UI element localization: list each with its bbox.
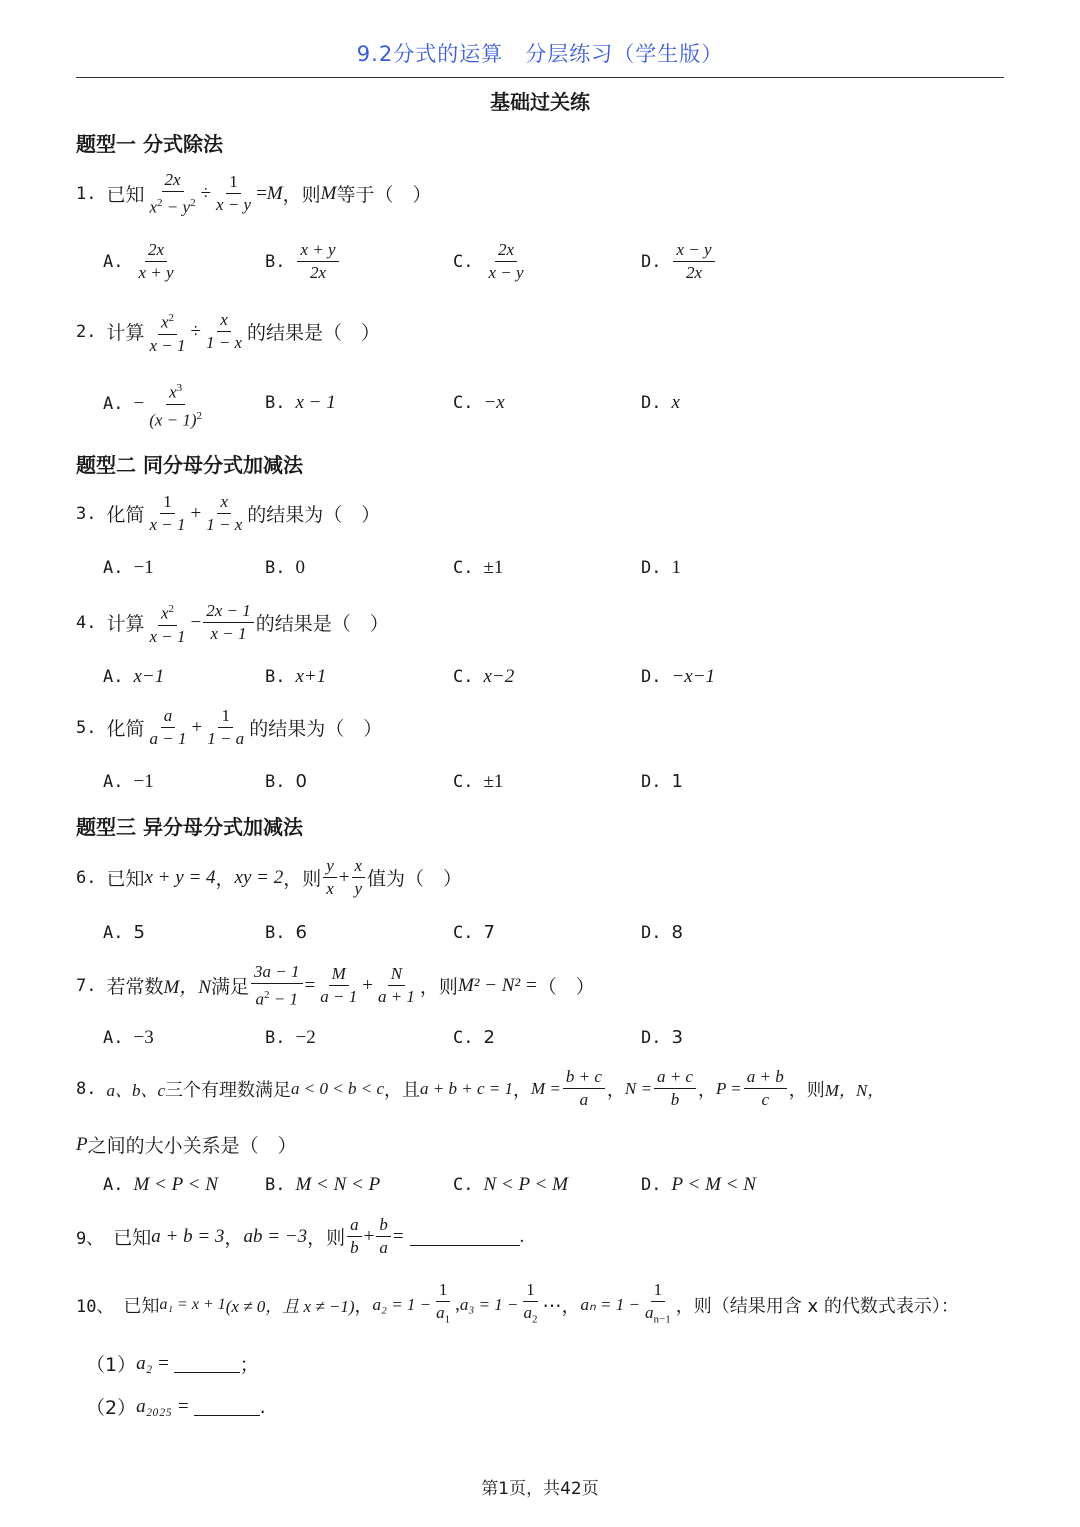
fraction: $\frac{M}{a - 1}$ <box>320 964 358 1007</box>
option-c[interactable]: C. 2 <box>453 1027 495 1048</box>
option-a[interactable]: A. −1 <box>103 557 154 578</box>
fraction: $\frac{y}{x}$ <box>323 856 337 899</box>
type-heading-3: 题型三 异分母分式加减法 <box>76 815 303 839</box>
question-10-part-1: （1） a₂ = ； <box>86 1352 259 1376</box>
option-c[interactable]: C. −x <box>453 392 505 413</box>
question-text: 等于（ ） <box>336 184 432 207</box>
question-10: 10、 已知 a₁ = x + 1 (x ≠ 0，且 x ≠ −1) ， a₂ = 1 − $\frac{1}{a_1}$ , a₃ = 1 − $\frac{1}{a_2}$ ⋯， aₙ = 1 − $\frac{1}{a_{n-1}}$ ，则（结果用含 x 的代数式表示）： <box>76 1280 959 1329</box>
question-6: 6. 已知 x + y = 4 ， xy = 2 ，则 $\frac{y}{x}$ + $\frac{x}{y}$ 值为（ ） <box>76 856 463 898</box>
type-heading-1: 题型一 分式除法 <box>76 132 223 156</box>
fraction: $\frac{x + y}{2x}$ <box>297 240 338 283</box>
answer-blank[interactable] <box>410 1227 520 1246</box>
option-b[interactable]: B. $\frac{x + y}{2x}$ <box>265 240 341 283</box>
question-8: 8. a、b、c 三个有理数满足 a < 0 < b < c ，且 a + b + c = 1 ， M = $\frac{b + c}{a}$ ， N = $\frac{a + c}{b}$ ， P = $\frac{a + b}{c}$ ，则 M，N， <box>76 1067 885 1109</box>
fraction: $\frac{a}{a - 1}$ <box>149 706 187 748</box>
question-2: 2. 计算 $\frac{x^2}{x - 1}$ ÷ $\frac{x}{1 - x}$ 的结果是（ ） <box>76 308 380 356</box>
option-c[interactable]: C. N < P < M <box>453 1174 568 1195</box>
fraction: $\frac{2x - 1}{x - 1}$ <box>203 601 254 644</box>
question-7: 7. 若常数 M，N 满足 $\frac{3a - 1}{a^2 - 1}$ = $\frac{M}{a - 1}$ + $\frac{N}{a + 1}$ ，则 M² − N² = （ ） <box>76 962 595 1009</box>
option-b[interactable]: B. x − 1 <box>265 392 336 413</box>
fraction: $\frac{x^2}{x - 1}$ <box>147 599 189 647</box>
option-c[interactable]: C. 7 <box>453 922 495 943</box>
fraction: $\frac{2x}{x^2 - y^2}$ <box>149 170 196 217</box>
question-1: 1. 已知 $\frac{2x}{x^2 - y^2}$ ÷ $\frac{1}{x - y}$ = M ，则 M 等于（ ） <box>76 170 432 217</box>
option-a[interactable]: A. −1 <box>103 771 154 792</box>
option-d[interactable]: D. $\frac{x - y}{2x}$ <box>641 240 717 283</box>
page-header-title: 9.2分式的运算 分层练习（学生版） <box>356 42 724 66</box>
answer-blank[interactable] <box>194 1397 260 1416</box>
fraction: $\frac{b + c}{a}$ <box>563 1067 605 1110</box>
fraction: $\frac{2x}{x - y}$ <box>488 240 524 282</box>
option-b[interactable]: B. 0 <box>265 771 307 792</box>
page-footer: 第1页，共42页 <box>481 1479 599 1499</box>
option-c[interactable]: C. x−2 <box>453 666 515 687</box>
option-a[interactable]: A. $\frac{2x}{x + y}$ <box>103 240 179 283</box>
question-4: 4. 计算 $\frac{x^2}{x - 1}$ − $\frac{2x - 1}{x - 1}$ 的结果是（ ） <box>76 599 389 647</box>
question-8-line-2: P 之间的大小关系是（ ） <box>76 1133 297 1157</box>
fraction: $\frac{b}{a}$ <box>376 1215 391 1258</box>
question-number: 1. <box>76 183 97 204</box>
option-c[interactable]: C. $\frac{2x}{x - y}$ <box>453 240 529 283</box>
fraction: $\frac{x}{1 - x}$ <box>206 492 243 534</box>
fraction: $\frac{1}{x - y}$ <box>216 172 252 215</box>
option-a[interactable]: A. 5 <box>103 922 145 943</box>
fraction: $\frac{a}{b}$ <box>347 1215 362 1258</box>
fraction: $\frac{1}{x - 1}$ <box>149 492 186 534</box>
question-text: ，则 <box>282 184 321 207</box>
option-d[interactable]: D. −x−1 <box>641 666 716 687</box>
option-d[interactable]: D. P < M < N <box>641 1174 756 1195</box>
fraction: $\frac{x}{y}$ <box>352 856 366 899</box>
type-heading-2: 题型二 同分母分式加减法 <box>76 453 303 477</box>
fraction: $\frac{3a - 1}{a^2 - 1}$ <box>251 962 302 1010</box>
option-d[interactable]: D. x <box>641 392 680 413</box>
option-d[interactable]: D. 3 <box>641 1027 683 1048</box>
option-a[interactable]: A. −3 <box>103 1027 154 1048</box>
option-b[interactable]: B. 6 <box>265 922 307 943</box>
fraction: $\frac{x}{1 - x}$ <box>205 310 242 353</box>
option-b[interactable]: B. −2 <box>265 1027 316 1048</box>
answer-blank[interactable] <box>174 1354 240 1373</box>
option-a[interactable]: A. M < P < N <box>103 1174 218 1195</box>
fraction: $\frac{N}{a + 1}$ <box>377 964 415 1007</box>
question-5: 5. 化简 $\frac{a}{a - 1}$ + $\frac{1}{1 - a}$ 的结果为（ ） <box>76 706 383 748</box>
option-a[interactable]: A. x−1 <box>103 666 165 687</box>
fraction: $\frac{1}{1 - a}$ <box>207 706 245 748</box>
option-d[interactable]: D. 8 <box>641 922 683 943</box>
fraction: $\frac{x - y}{2x}$ <box>673 240 714 283</box>
option-b[interactable]: B. 0 <box>265 557 305 578</box>
fraction: $\frac{a + b}{c}$ <box>744 1067 787 1110</box>
option-b[interactable]: B. M < N < P <box>265 1174 381 1195</box>
question-text: 已知 <box>106 184 145 207</box>
option-a[interactable]: A. − $\frac{x^3}{(x - 1)^2}$ <box>103 378 207 430</box>
question-3: 3. 化简 $\frac{1}{x - 1}$ + $\frac{x}{1 - x}$ 的结果为（ ） <box>76 492 381 534</box>
option-c[interactable]: C. ±1 <box>453 557 504 578</box>
fraction: $\frac{1}{a_2}$ <box>523 1280 538 1326</box>
option-b[interactable]: B. x+1 <box>265 666 327 687</box>
question-10-part-2: （2） a₂₀₂₅ = . <box>86 1395 266 1419</box>
question-9: 9、 已知 a + b = 3 ， ab = −3 ，则 $\frac{a}{b}$ + $\frac{b}{a}$ = . <box>76 1215 525 1257</box>
fraction: $\frac{1}{a_{n-1}}$ <box>645 1280 671 1326</box>
option-d[interactable]: D. 1 <box>641 771 683 792</box>
fraction: $\frac{x^3}{(x - 1)^2}$ <box>146 378 205 430</box>
fraction: $\frac{2x}{x + y}$ <box>138 240 174 282</box>
option-d[interactable]: D. 1 <box>641 557 681 578</box>
fraction: $\frac{1}{a_1}$ <box>436 1280 451 1326</box>
section-title: 基础过关练 <box>490 90 590 114</box>
header-divider <box>76 77 1004 78</box>
fraction: $\frac{a + c}{b}$ <box>654 1067 696 1110</box>
fraction: $\frac{x^2}{x - 1}$ <box>147 308 189 356</box>
option-c[interactable]: C. ±1 <box>453 771 504 792</box>
